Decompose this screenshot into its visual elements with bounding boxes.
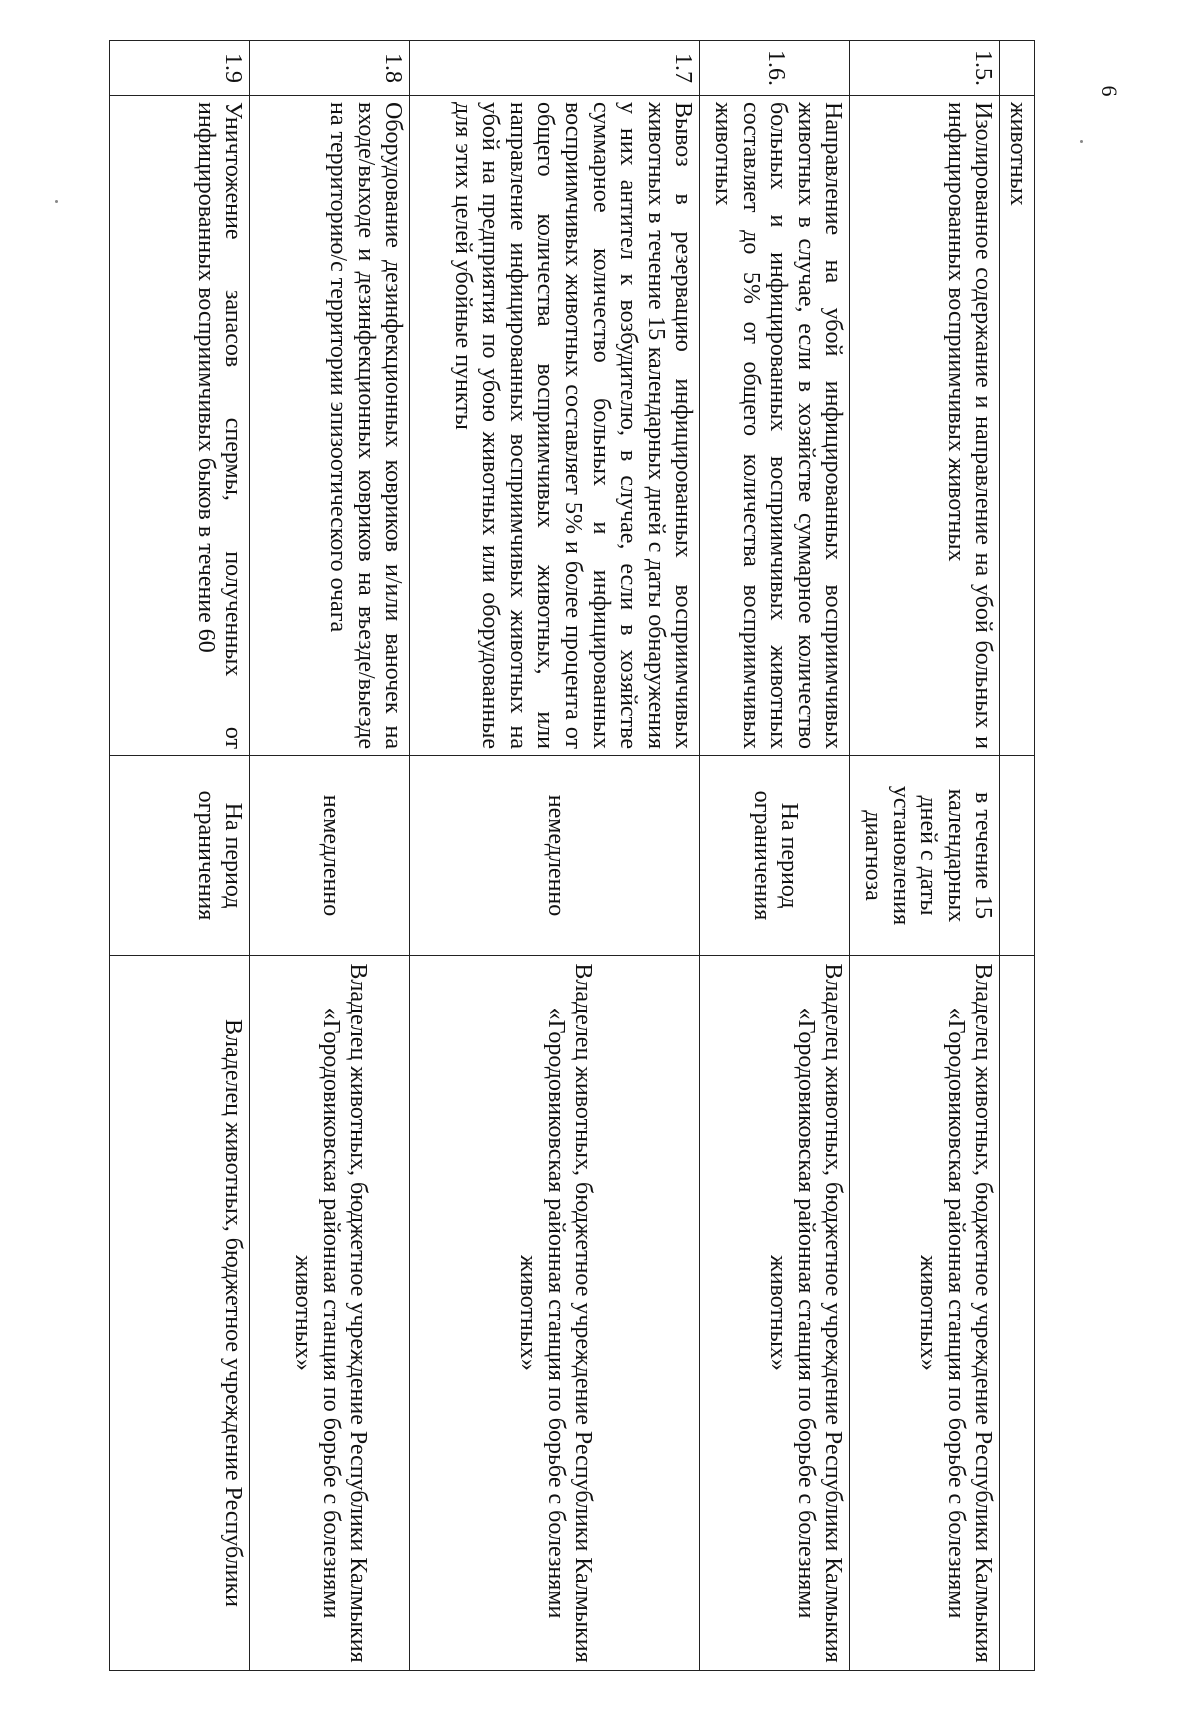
table-row — [410, 41, 700, 1671]
action-cell: Оборудование дезинфекционных ковриков и/или ваночек на входе/выходе и дезинфекционных ковриков на въезде/выезде на территорию/с территории эпизоотического очага — [250, 96, 410, 756]
scan-speck — [55, 200, 58, 203]
responsible-cell — [1000, 956, 1035, 1671]
action-cell: Вывоз в резервацию инфицированных восприимчивых животных в течение 15 календарных дней с даты обнаружения у них антител к возбудителю, в случае, если в хозяйстве суммарное количество больных и инфицированных восприимчивых животных составляет 5% и более процента от общего количества восприимчивых животных, или направление инфицированных восприимчивых животных на убой на предприятия по убою животных или оборудованные для этих целей убойные пункты — [410, 96, 700, 756]
number-cell — [1000, 41, 1035, 96]
scan-speck — [1080, 140, 1083, 143]
number-cell: 1.6. — [700, 41, 850, 96]
term-cell: На период ограничения — [700, 756, 850, 956]
action-cell: Уничтожение запасов спермы, полученных от инфицированных восприимчивых быков в течение 60 — [110, 96, 250, 756]
term-cell — [1000, 756, 1035, 956]
responsible-cell: Владелец животных, бюджетное учреждение Республики — [110, 956, 250, 1671]
table-row — [110, 41, 250, 1671]
action-cell: Изолированное содержание и направление на убой больных и инфицированных восприимчивых животных — [850, 96, 1000, 756]
action-cell: животных — [1000, 96, 1035, 756]
number-cell: 1.8 — [250, 41, 410, 96]
table-row-continuation — [1000, 41, 1035, 1671]
responsible-cell: Владелец животных, бюджетное учреждение Республики Калмыкия «Городовиковская районная станция по борьбе с болезнями животных» — [250, 956, 410, 1671]
responsible-cell: Владелец животных, бюджетное учреждение Республики Калмыкия «Городовиковская районная станция по борьбе с болезнями животных» — [410, 956, 700, 1671]
number-cell: 1.7 — [410, 41, 700, 96]
number-cell: 1.9 — [110, 41, 250, 96]
table-row — [250, 41, 410, 1671]
page-number: 6 — [1097, 85, 1122, 97]
term-cell: в течение 15 календарных дней с даты установления диагноза — [850, 756, 1000, 956]
responsible-cell: Владелец животных, бюджетное учреждение Республики Калмыкия «Городовиковская районная станция по борьбе с болезнями животных» — [700, 956, 850, 1671]
term-cell: На период ограничения — [110, 756, 250, 956]
table-row — [850, 41, 1000, 1671]
rotated-table-container — [115, 40, 1035, 1670]
measures-table — [109, 40, 1035, 1671]
responsible-cell: Владелец животных, бюджетное учреждение Республики Калмыкия «Городовиковская районная станция по борьбе с болезнями животных» — [850, 956, 1000, 1671]
term-cell: немедленно — [250, 756, 410, 956]
term-cell: немедленно — [410, 756, 700, 956]
number-cell: 1.5. — [850, 41, 1000, 96]
table-row — [700, 41, 850, 1671]
action-cell: Направление на убой инфицированных восприимчивых животных в случае, если в хозяйстве суммарное количество больных и инфицированных восприимчивых животных составляет до 5% от общего количества восприимчивых животных — [700, 96, 850, 756]
